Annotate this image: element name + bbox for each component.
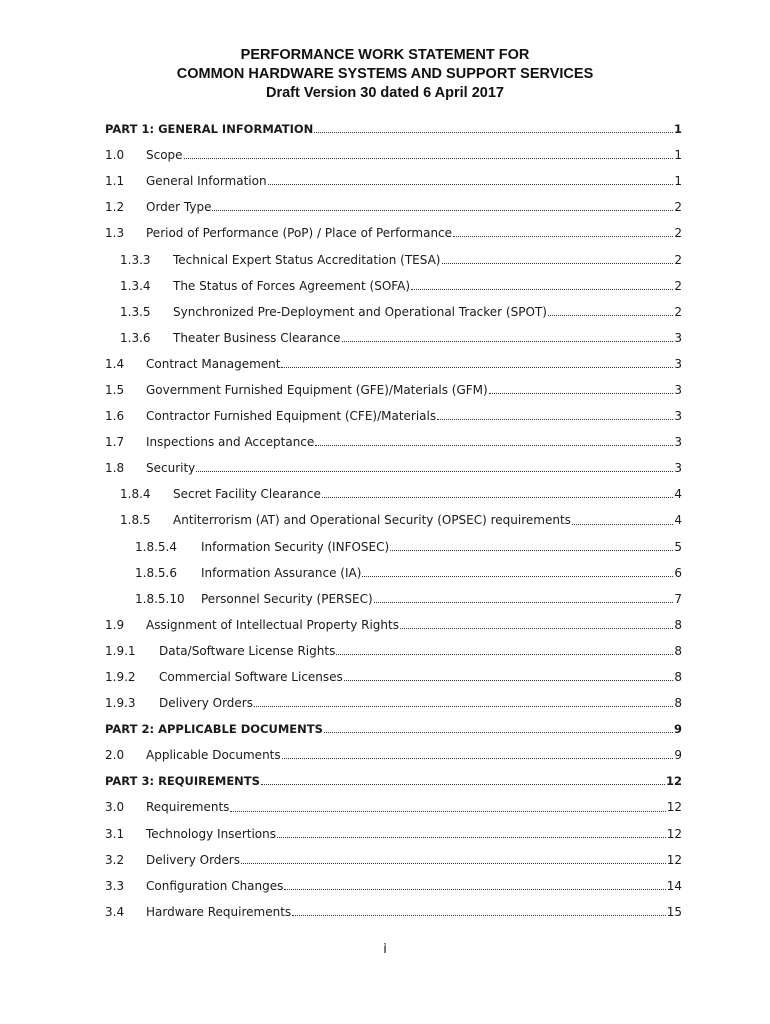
toc-entry-number: 1.6 xyxy=(105,409,125,424)
toc-entry-number: 1.7 xyxy=(105,435,125,450)
toc-dot-leader xyxy=(390,549,673,551)
toc-entry-number: 1.8.5 xyxy=(120,513,151,528)
toc-entry-number: 1.4 xyxy=(105,356,125,371)
toc-entry-number: 1.3 xyxy=(105,226,125,241)
toc-entry[interactable] xyxy=(105,377,682,403)
toc-entry-number: 1.3.5 xyxy=(120,304,151,319)
toc-entry-title: Personnel Security (PERSEC) xyxy=(201,591,373,606)
toc-entry-page: 2 xyxy=(674,200,682,215)
toc-entry[interactable] xyxy=(105,351,682,377)
toc-entry[interactable] xyxy=(105,273,682,299)
toc-entry-title: Technical Expert Status Accreditation (TESA) xyxy=(173,252,441,267)
toc-dot-leader xyxy=(437,418,673,420)
toc-entry-title: Information Security (INFOSEC) xyxy=(201,539,390,554)
toc-entry-number: 3.4 xyxy=(105,904,125,919)
toc-entry-number: 3.1 xyxy=(105,826,125,841)
toc-part-heading[interactable] xyxy=(105,716,682,742)
toc-entry-title: PART 3: REQUIREMENTS xyxy=(105,774,260,789)
toc-entry-number: 1.9.1 xyxy=(105,643,136,658)
toc-entry-number: 3.0 xyxy=(105,800,125,815)
title-line-1: PERFORMANCE WORK STATEMENT FOR xyxy=(240,47,530,63)
toc-entry-title: Security xyxy=(146,461,196,476)
toc-entry-number: 1.8 xyxy=(105,461,125,476)
toc-entry-title: Technology Insertions xyxy=(146,826,276,841)
toc-entry[interactable] xyxy=(105,299,682,325)
toc-entry-page: 15 xyxy=(666,904,682,919)
page-number: i xyxy=(383,942,387,957)
toc-entry-page: 5 xyxy=(674,539,682,554)
toc-entry[interactable] xyxy=(105,246,682,272)
toc-entry-title: Order Type xyxy=(146,200,212,215)
toc-dot-leader xyxy=(284,888,665,890)
toc-entry-page: 3 xyxy=(674,382,682,397)
toc-dot-leader xyxy=(453,235,673,237)
toc-entry-page: 1 xyxy=(673,122,682,137)
toc-entry-page: 3 xyxy=(674,356,682,371)
toc-dot-leader xyxy=(400,627,673,629)
toc-entry[interactable] xyxy=(105,455,682,481)
toc-dot-leader xyxy=(277,836,666,838)
toc-entry-page: 1 xyxy=(674,174,682,189)
document-title xyxy=(0,46,770,103)
toc-entry-title: Synchronized Pre-Deployment and Operational Tracker (SPOT) xyxy=(173,304,547,319)
toc-entry[interactable] xyxy=(105,821,682,847)
toc-dot-leader xyxy=(282,757,674,759)
toc-entry-title: Applicable Documents xyxy=(146,748,281,763)
toc-dot-leader xyxy=(212,209,673,211)
toc-dot-leader xyxy=(254,705,673,707)
toc-entry-title: Configuration Changes xyxy=(146,878,284,893)
toc-entry[interactable] xyxy=(105,873,682,899)
toc-dot-leader xyxy=(342,340,674,342)
toc-entry-page: 4 xyxy=(674,487,682,502)
toc-entry-number: 3.2 xyxy=(105,852,125,867)
toc-entry-title: General Information xyxy=(146,174,267,189)
toc-dot-leader xyxy=(548,314,673,316)
table-of-contents xyxy=(105,116,682,925)
toc-dot-leader xyxy=(281,366,673,368)
toc-entry-number: 1.8.5.4 xyxy=(135,539,177,554)
toc-entry-page: 12 xyxy=(666,852,682,867)
toc-dot-leader xyxy=(489,392,674,394)
toc-entry[interactable] xyxy=(105,690,682,716)
toc-entry-page: 14 xyxy=(666,878,682,893)
toc-entry[interactable] xyxy=(105,403,682,429)
toc-part-heading[interactable] xyxy=(105,768,682,794)
toc-entry-title: Data/Software License Rights xyxy=(159,643,336,658)
toc-entry-page: 3 xyxy=(674,409,682,424)
toc-entry-number: 1.8.5.6 xyxy=(135,565,177,580)
toc-dot-leader xyxy=(315,444,673,446)
toc-dot-leader xyxy=(184,157,674,159)
toc-entry-page: 9 xyxy=(674,748,682,763)
toc-entry-title: Antiterrorism (AT) and Operational Security (OPSEC) requirements xyxy=(173,513,571,528)
toc-entry-title: Government Furnished Equipment (GFE)/Materials (GFM) xyxy=(146,382,488,397)
toc-dot-leader xyxy=(344,679,674,681)
toc-entry-title: Secret Facility Clearance xyxy=(173,487,321,502)
toc-entry-page: 4 xyxy=(674,513,682,528)
toc-dot-leader xyxy=(230,810,665,812)
toc-dot-leader xyxy=(292,914,666,916)
toc-entry-number: 1.9.2 xyxy=(105,670,136,685)
toc-entry[interactable] xyxy=(105,794,682,820)
toc-entry-page: 8 xyxy=(674,617,682,632)
toc-dot-leader xyxy=(324,731,673,733)
toc-entry-title: Information Assurance (IA) xyxy=(201,565,362,580)
toc-entry-title: Theater Business Clearance xyxy=(173,330,341,345)
toc-entry-title: Commercial Software Licenses xyxy=(159,670,343,685)
toc-entry-title: Period of Performance (PoP) / Place of Performance xyxy=(146,226,453,241)
toc-part-heading[interactable] xyxy=(105,116,682,142)
toc-entry[interactable] xyxy=(105,586,682,612)
toc-dot-leader xyxy=(196,470,673,472)
toc-dot-leader xyxy=(314,131,673,133)
toc-entry-number: 1.5 xyxy=(105,382,125,397)
toc-dot-leader xyxy=(374,601,674,603)
toc-entry-number: 1.9.3 xyxy=(105,696,136,711)
toc-entry[interactable] xyxy=(105,534,682,560)
toc-entry-number: 3.3 xyxy=(105,878,125,893)
toc-entry-page: 12 xyxy=(666,826,682,841)
toc-entry[interactable] xyxy=(105,142,682,168)
toc-entry[interactable] xyxy=(105,560,682,586)
toc-entry-page: 8 xyxy=(674,643,682,658)
toc-entry-title: Delivery Orders xyxy=(159,696,253,711)
toc-entry-number: 2.0 xyxy=(105,748,125,763)
toc-dot-leader xyxy=(241,862,666,864)
toc-dot-leader xyxy=(442,262,674,264)
toc-entry-title: The Status of Forces Agreement (SOFA) xyxy=(173,278,410,293)
toc-entry-page: 7 xyxy=(674,591,682,606)
toc-dot-leader xyxy=(322,496,673,498)
toc-entry-page: 2 xyxy=(674,226,682,241)
toc-entry-page: 2 xyxy=(674,304,682,319)
title-line-3: Draft Version 30 dated 6 April 2017 xyxy=(265,85,504,101)
toc-entry[interactable] xyxy=(105,194,682,220)
toc-entry-number: 1.0 xyxy=(105,148,125,163)
toc-entry-number: 1.1 xyxy=(105,174,125,189)
toc-entry-page: 3 xyxy=(674,330,682,345)
toc-entry[interactable] xyxy=(105,168,682,194)
toc-entry[interactable] xyxy=(105,847,682,873)
toc-entry-page: 9 xyxy=(673,722,682,737)
toc-entry-title: PART 2: APPLICABLE DOCUMENTS xyxy=(105,722,323,737)
toc-entry-number: 1.3.6 xyxy=(120,330,151,345)
toc-entry-title: Contract Management xyxy=(146,356,281,371)
toc-entry-page: 8 xyxy=(674,670,682,685)
toc-entry[interactable] xyxy=(105,742,682,768)
toc-dot-leader xyxy=(336,653,673,655)
toc-entry[interactable] xyxy=(105,325,682,351)
toc-entry-page: 8 xyxy=(674,696,682,711)
toc-entry[interactable] xyxy=(105,481,682,507)
toc-entry[interactable] xyxy=(105,899,682,925)
toc-entry-title: Inspections and Acceptance xyxy=(146,435,315,450)
toc-entry-number: 1.3.4 xyxy=(120,278,151,293)
toc-dot-leader xyxy=(411,288,673,290)
toc-entry-title: Delivery Orders xyxy=(146,852,240,867)
toc-entry[interactable] xyxy=(105,664,682,690)
toc-entry-title: Scope xyxy=(146,148,183,163)
toc-entry-page: 1 xyxy=(674,148,682,163)
toc-entry[interactable] xyxy=(105,638,682,664)
toc-entry-number: 1.8.5.10 xyxy=(135,591,185,606)
toc-entry-page: 12 xyxy=(666,800,682,815)
toc-entry-title: Assignment of Intellectual Property Rights xyxy=(146,617,399,632)
toc-dot-leader xyxy=(268,183,674,185)
toc-entry-title: Contractor Furnished Equipment (CFE)/Materials xyxy=(146,409,437,424)
toc-entry-number: 1.8.4 xyxy=(120,487,151,502)
toc-entry-title: Hardware Requirements xyxy=(146,904,292,919)
toc-entry-page: 3 xyxy=(674,461,682,476)
toc-entry[interactable] xyxy=(105,429,682,455)
toc-entry[interactable] xyxy=(105,507,682,533)
toc-entry-page: 12 xyxy=(665,774,682,789)
toc-entry-page: 2 xyxy=(674,278,682,293)
toc-dot-leader xyxy=(261,783,665,785)
toc-entry-number: 1.3.3 xyxy=(120,252,151,267)
toc-dot-leader xyxy=(572,523,673,525)
toc-entry-title: PART 1: GENERAL INFORMATION xyxy=(105,122,314,137)
toc-entry-page: 6 xyxy=(674,565,682,580)
toc-entry[interactable] xyxy=(105,612,682,638)
toc-entry-title: Requirements xyxy=(146,800,230,815)
toc-entry-page: 3 xyxy=(674,435,682,450)
toc-dot-leader xyxy=(362,575,673,577)
toc-entry[interactable] xyxy=(105,220,682,246)
toc-entry-page: 2 xyxy=(674,252,682,267)
toc-entry-number: 1.9 xyxy=(105,617,125,632)
title-line-2: COMMON HARDWARE SYSTEMS AND SUPPORT SERVICES xyxy=(176,66,594,82)
toc-entry-number: 1.2 xyxy=(105,200,125,215)
